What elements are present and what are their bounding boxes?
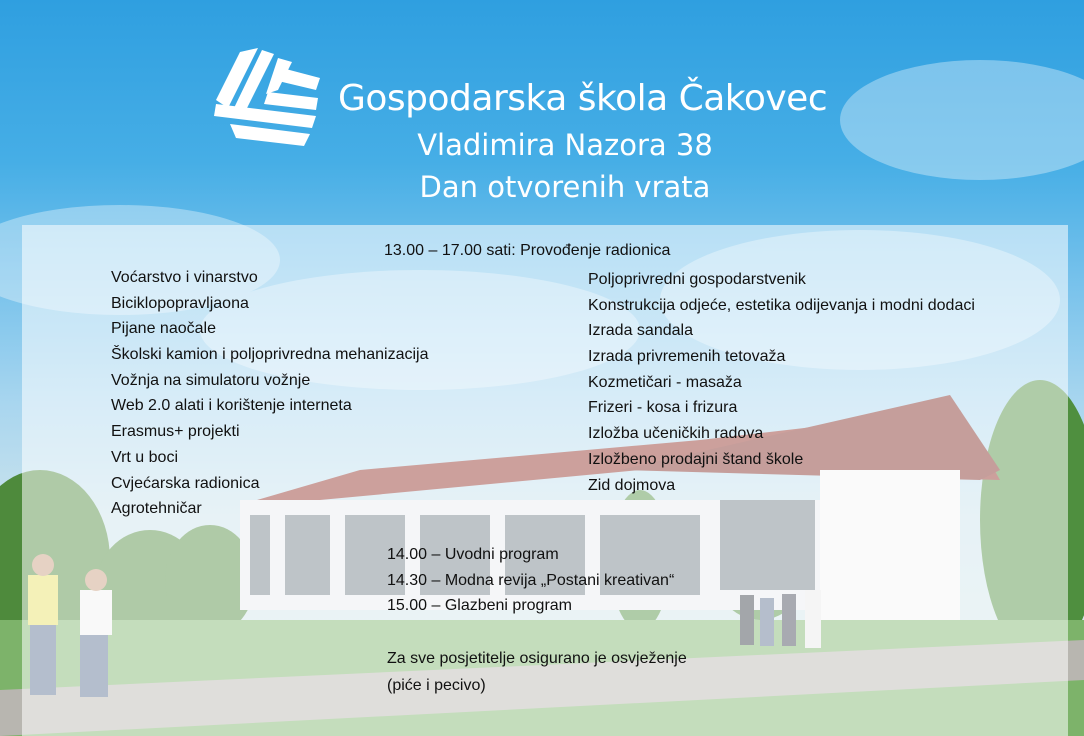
list-item: Izrada sandala bbox=[588, 322, 693, 340]
list-item: Biciklopopravljaona bbox=[111, 294, 249, 312]
list-item: Web 2.0 alati i korištenje interneta bbox=[111, 397, 352, 415]
list-item: Izložbeno prodajni štand škole bbox=[588, 450, 804, 468]
list-item: Izrada privremenih tetovaža bbox=[588, 348, 786, 366]
list-item: Voćarstvo i vinarstvo bbox=[111, 269, 258, 286]
workshops-heading: 13.00 – 17.00 sati: Provođenje radionica bbox=[384, 242, 671, 259]
list-item: Izložba učeničkih radova bbox=[588, 425, 764, 443]
workshop-list-left bbox=[111, 268, 428, 525]
program-item: 14.30 – Modna revija „Postani kreativan“ bbox=[387, 571, 675, 589]
event-title: Dan otvorenih vrata bbox=[419, 170, 711, 204]
refreshment-note: Za sve posjetitelje osigurano je osvježenje bbox=[387, 650, 687, 667]
list-item: Zid dojmova bbox=[588, 476, 676, 494]
school-name: Gospodarska škola Čakovec bbox=[338, 78, 828, 119]
list-item: Cvjećarska radionica bbox=[111, 474, 260, 492]
program-item: 14.00 – Uvodni program bbox=[387, 546, 559, 563]
program-item: 15.00 – Glazbeni program bbox=[387, 597, 572, 614]
list-item: Školski kamion i poljoprivredna mehanizacija bbox=[111, 346, 429, 364]
list-item: Konstrukcija odjeće, estetika odijevanja i modni dodaci bbox=[588, 296, 975, 314]
header bbox=[0, 0, 1084, 225]
program-schedule bbox=[387, 545, 674, 622]
workshop-list-right bbox=[588, 270, 975, 501]
list-item: Poljoprivredni gospodarstvenik bbox=[588, 271, 806, 288]
list-item: Frizeri - kosa i frizura bbox=[588, 399, 738, 417]
list-item: Erasmus+ projekti bbox=[111, 423, 240, 441]
list-item: Vrt u boci bbox=[111, 448, 178, 466]
school-logo bbox=[212, 48, 322, 148]
list-item: Agrotehničar bbox=[111, 500, 202, 518]
list-item: Kozmetičari - masaža bbox=[588, 373, 742, 391]
list-item: Vožnja na simulatoru vožnje bbox=[111, 371, 311, 389]
refreshment-note-detail: (piće i pecivo) bbox=[387, 677, 486, 694]
school-address: Vladimira Nazora 38 bbox=[417, 128, 713, 162]
list-item: Pijane naočale bbox=[111, 320, 216, 338]
